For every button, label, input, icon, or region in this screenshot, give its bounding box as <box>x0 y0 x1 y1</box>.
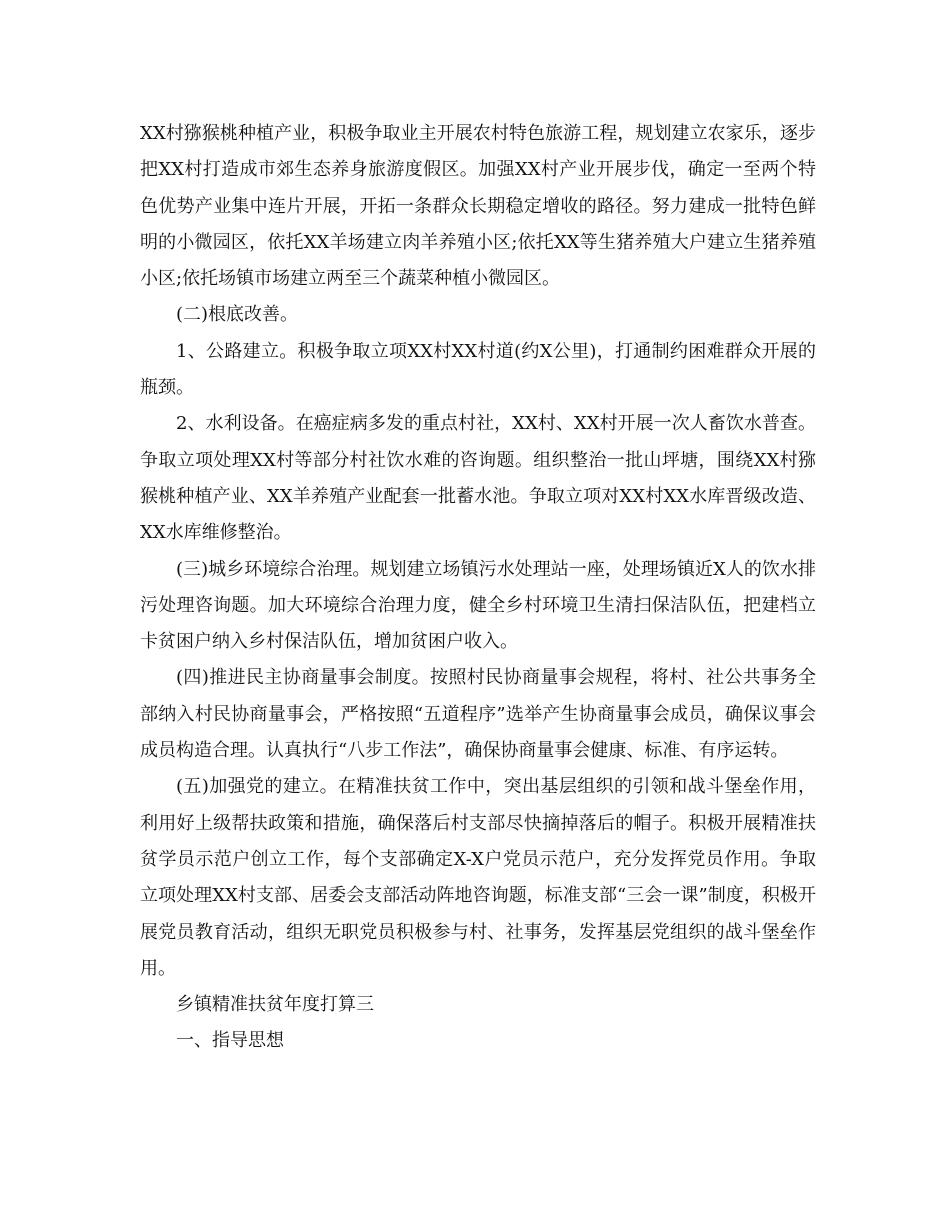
paragraph-3: 1、公路建立。积极争取立项XX村XX村道(约X公里)，打通制约困难群众开展的瓶颈。 <box>140 340 816 399</box>
paragraph-5: (三)城乡环境综合治理。规划建立场镇污水处理站一座，处理场镇近X人的饮水排污处理咨询题。加大环境综合治理力度，健全乡村环境卫生清扫保洁队伍，把建档立卡贫困户纳入乡村保洁队伍，增加贫困户收入。 <box>140 558 816 653</box>
paragraph-4: 2、水利设备。在癌症病多发的重点村社，XX村、XX村开展一次人畜饮水普查。争取立项处理XX村等部分村社饮水难的咨询题。组织整治一批山坪塘，围绕XX村猕猴桃种植产业、XX羊养殖产业配套一批蓄水池。争取立项对XX村XX水库晋级改造、XX水库维修整治。 <box>140 413 816 544</box>
paragraph-7: (五)加强党的建立。在精准扶贫工作中，突出基层组织的引领和战斗堡垒作用，利用好上级帮扶政策和措施，确保落后村支部尽快摘掉落后的帽子。积极开展精准扶贫学员示范户创立工作，每个支部确定X-X户党员示范户，充分发挥党员作用。争取立项处理XX村支部、居委会支部活动阵地咨询题，标准支部“三会一课”制度，积极开展党员教育活动，组织无职党员积极参与村、社事务，发挥基层党组织的战斗堡垒作用。 <box>140 776 816 979</box>
section-title: 乡镇精准扶贫年度打算三 <box>176 994 374 1016</box>
paragraph-2: (二)根底改善。 <box>176 304 299 326</box>
paragraph-1: XX村猕猴桃种植产业，积极争取业主开展农村特色旅游工程，规划建立农家乐，逐步把XX村打造成市郊生态养身旅游度假区。加强XX村产业开展步伐，确定一至两个特色优势产业集中连片开展，开拓一条群众长期稳定增收的路径。努力建成一批特色鲜明的小微园区，依托XX羊场建立肉羊养殖小区;依托XX等生猪养殖大户建立生猪养殖小区;依托场镇市场建立两至三个蔬菜种植小微园区。 <box>140 123 816 290</box>
paragraph-6: (四)推进民主协商量事会制度。按照村民协商量事会规程，将村、社公共事务全部纳入村民协商量事会，严格按照“五道程序”选举产生协商量事会成员，确保议事会成员构造合理。认真执行“八步工作法”，确保协商量事会健康、标准、有序运转。 <box>140 667 816 762</box>
section-heading: 一、指导思想 <box>176 1030 284 1052</box>
document-page <box>140 116 816 1060</box>
